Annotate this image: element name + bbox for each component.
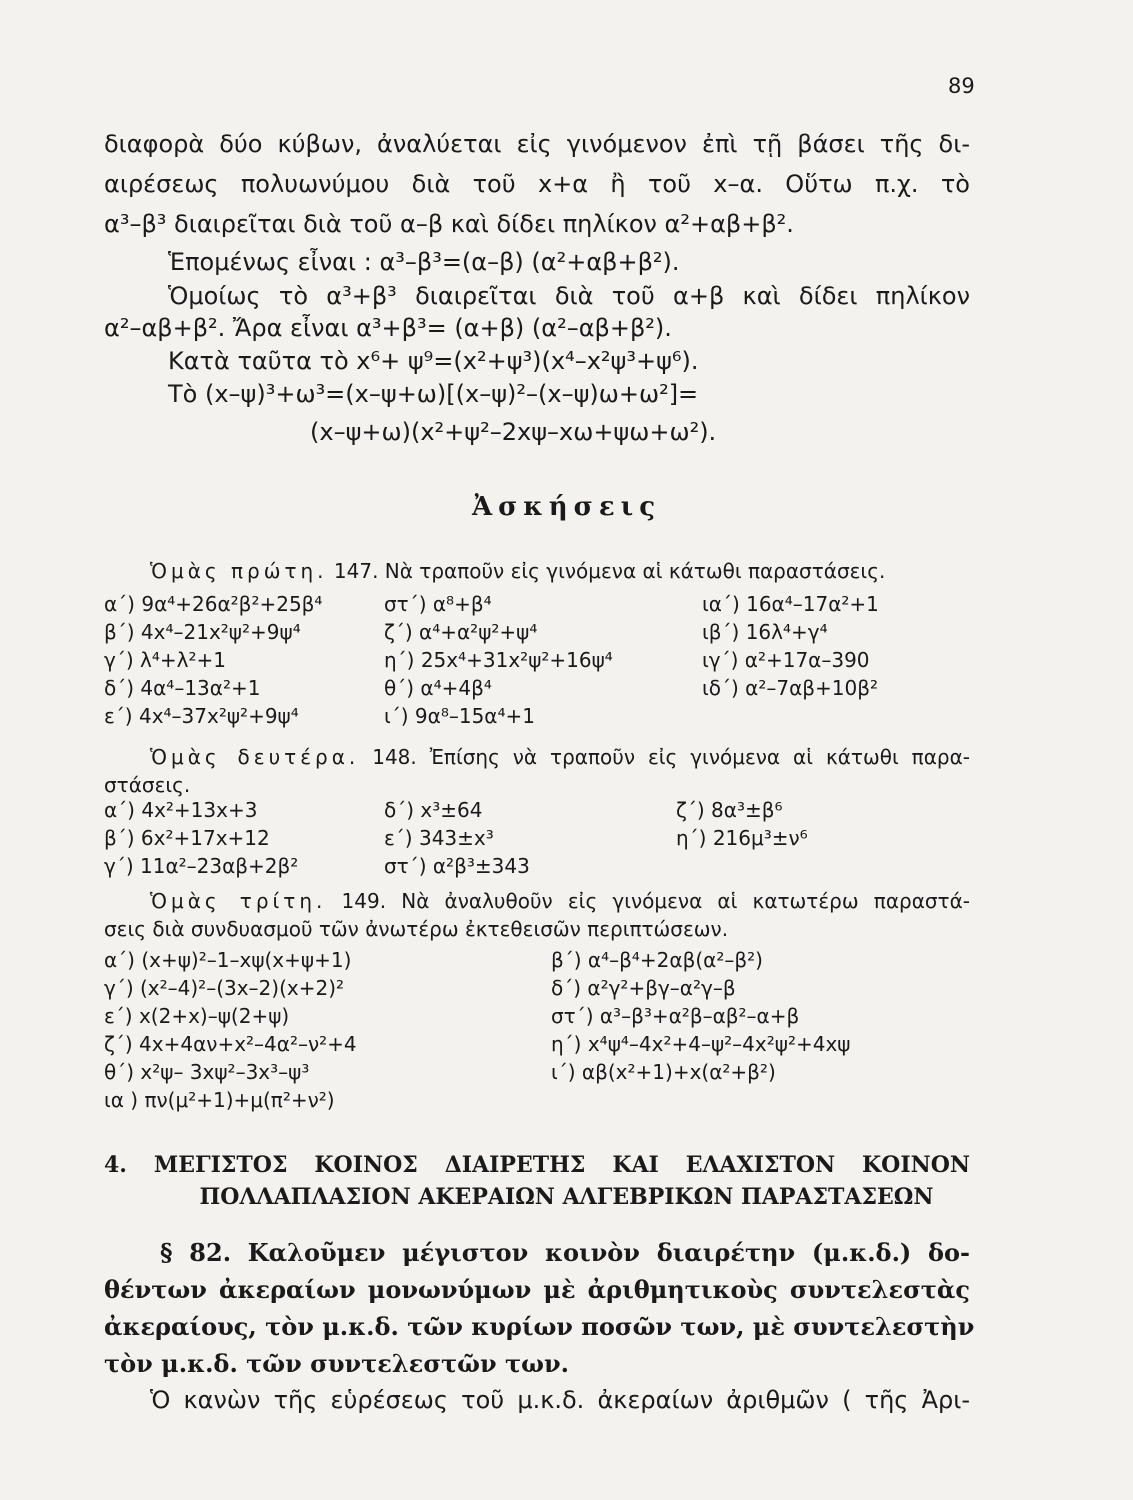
exercise-item: στ΄) α³–β³+α²β–αβ²–α+β bbox=[551, 1004, 800, 1028]
exercise-item: η΄) x⁴ψ⁴–4x²+4–ψ²–4x²ψ²+4xψ bbox=[551, 1032, 851, 1056]
paragraph-82-line: § 82. Καλοῦμεν μέγιστον κοινὸν διαιρέτην (μ.κ.δ.) δο- bbox=[160, 1238, 970, 1267]
group2-col3 bbox=[676, 796, 808, 852]
group2-col1 bbox=[104, 796, 298, 880]
group1-label: Ὁμὰς πρώτη. bbox=[150, 559, 328, 583]
group3-text: 149. Νὰ ἀναλυθοῦν εἰς γινόμενα αἱ κατωτέρω παραστά- bbox=[341, 889, 970, 913]
exercise-item: θ΄) x²ψ– 3xψ²–3x³–ψ³ bbox=[104, 1060, 310, 1084]
group2-label: Ὁμὰς δευτέρα. bbox=[150, 745, 360, 769]
intro-line: (x–ψ+ω)(x²+ψ²–2xψ–xω+ψω+ω²). bbox=[310, 418, 717, 446]
intro-line: α²–αβ+β². Ἄρα εἶναι α³+β³= (α+β) (α²–αβ+β²). bbox=[104, 314, 672, 342]
exercise-item: στ΄) α²β³±343 bbox=[384, 854, 530, 878]
group2-intro bbox=[150, 743, 970, 771]
exercise-item: α΄) 4x²+13x+3 bbox=[104, 798, 258, 822]
group3-col2 bbox=[551, 946, 850, 1086]
exercise-item: η΄) 25x⁴+31x²ψ²+16ψ⁴ bbox=[384, 648, 613, 672]
exercise-item: ζ΄) 4x+4αν+x²–4α²–ν²+4 bbox=[104, 1032, 357, 1056]
section-heading: ΠΟΛΛΑΠΛΑΣΙΟΝ ΑΚΕΡΑΙΩΝ ΑΛΓΕΒΡΙΚΩΝ ΠΑΡΑΣΤΑΣΕΩΝ bbox=[199, 1184, 934, 1210]
group2-col2 bbox=[384, 796, 530, 880]
exercise-item: ια ) πν(μ²+1)+μ(π²+ν²) bbox=[104, 1088, 335, 1112]
intro-line: α³–β³ διαιρεῖται διὰ τοῦ α–β καὶ δίδει πηλίκον α²+αβ+β². bbox=[104, 210, 794, 238]
group1-intro bbox=[150, 557, 885, 585]
last-line: Ὁ κανὼν τῆς εὑρέσεως τοῦ μ.κ.δ. ἀκεραίων ἀριθμῶν ( τῆς Ἀρι- bbox=[150, 1386, 970, 1414]
intro-line: Κατὰ ταῦτα τὸ x⁶+ ψ⁹=(x²+ψ³)(x⁴–x²ψ³+ψ⁶). bbox=[168, 347, 699, 375]
exercise-item: ιγ΄) α²+17α–390 bbox=[702, 648, 870, 672]
exercise-item: β΄) α⁴–β⁴+2αβ(α²–β²) bbox=[551, 948, 763, 972]
paragraph-82-line: θέντων ἀκεραίων μονωνύμων μὲ ἀριθμητικοὺς συντελεστὰς bbox=[104, 1275, 970, 1304]
exercise-item: ζ΄) α⁴+α²ψ²+ψ⁴ bbox=[384, 620, 538, 644]
exercise-item: α΄) 9α⁴+26α²β²+25β⁴ bbox=[104, 592, 323, 616]
group2-text: 148. Ἐπίσης νὰ τραποῦν εἰς γινόμενα αἱ κάτωθι παρα- bbox=[372, 745, 970, 769]
page-number: 89 bbox=[948, 74, 975, 98]
exercise-item: ι΄) αβ(x²+1)+x(α²+β²) bbox=[551, 1060, 776, 1084]
exercise-item: ε΄) 343±x³ bbox=[384, 826, 494, 850]
group3-intro bbox=[150, 887, 970, 915]
paragraph-82-line: ἀκεραίους, τὸν μ.κ.δ. τῶν κυρίων ποσῶν των, μὲ συντελεστὴν bbox=[104, 1312, 975, 1341]
exercise-item: δ΄) α²γ²+βγ–α²γ–β bbox=[551, 976, 736, 1000]
group1-col3 bbox=[702, 590, 879, 702]
exercise-item: ζ΄) 8α³±β⁶ bbox=[676, 798, 783, 822]
exercise-item: ε΄) x(2+x)–ψ(2+ψ) bbox=[104, 1004, 290, 1028]
exercise-item: δ΄) 4α⁴–13α²+1 bbox=[104, 676, 261, 700]
group3-intro-cont: σεις διὰ συνδυασμοῦ τῶν ἀνωτέρω ἐκτεθεισῶν περιπτώσεων. bbox=[104, 917, 729, 941]
intro-line: Ἑπομένως εἶναι : α³–β³=(α–β) (α²+αβ+β²). bbox=[168, 248, 680, 276]
exercise-item: ιβ΄) 16λ⁴+γ⁴ bbox=[702, 620, 828, 644]
exercise-item: ια΄) 16α⁴–17α²+1 bbox=[702, 592, 879, 616]
intro-line: Τὸ (x–ψ)³+ω³=(x–ψ+ω)[(x–ψ)²–(x–ψ)ω+ω²]= bbox=[168, 380, 699, 408]
group1-text: 147. Νὰ τραποῦν εἰς γινόμενα αἱ κάτωθι παραστάσεις. bbox=[333, 559, 886, 583]
exercise-item: α΄) (x+ψ)²–1–xψ(x+ψ+1) bbox=[104, 948, 352, 972]
exercise-item: ι΄) 9α⁸–15α⁴+1 bbox=[384, 704, 535, 728]
exercise-item: γ΄) (x²–4)²–(3x–2)(x+2)² bbox=[104, 976, 345, 1000]
exercises-title: Ἀσκήσεις bbox=[471, 492, 662, 522]
exercise-item: η΄) 216μ³±ν⁶ bbox=[676, 826, 808, 850]
group3-col1 bbox=[104, 946, 357, 1114]
section-heading: 4. ΜΕΓΙΣΤΟΣ ΚΟΙΝΟΣ ΔΙΑΙΡΕΤΗΣ ΚΑΙ ΕΛΑΧΙΣΤΟΝ ΚΟΙΝΟΝ bbox=[104, 1152, 970, 1178]
exercise-item: β΄) 4x⁴–21x²ψ²+9ψ⁴ bbox=[104, 620, 301, 644]
group3-label: Ὁμὰς τρίτη. bbox=[150, 889, 327, 913]
group2-intro-cont: στάσεις. bbox=[104, 773, 191, 797]
exercise-item: ε΄) 4x⁴–37x²ψ²+9ψ⁴ bbox=[104, 704, 299, 728]
exercise-item: β΄) 6x²+17x+12 bbox=[104, 826, 270, 850]
intro-line: Ὁμοίως τὸ α³+β³ διαιρεῖται διὰ τοῦ α+β καὶ δίδει πηλίκον bbox=[168, 282, 970, 310]
exercise-item: θ΄) α⁴+4β⁴ bbox=[384, 676, 492, 700]
exercise-item: στ΄) α⁸+β⁴ bbox=[384, 592, 492, 616]
exercise-item: γ΄) 11α²–23αβ+2β² bbox=[104, 854, 299, 878]
paragraph-82-line: τὸν μ.κ.δ. τῶν συντελεστῶν των. bbox=[104, 1349, 570, 1378]
intro-line: αιρέσεως πολυωνύμου διὰ τοῦ x+α ἢ τοῦ x–α. Οὕτω π.χ. τὸ bbox=[104, 170, 970, 198]
exercise-item: γ΄) λ⁴+λ²+1 bbox=[104, 648, 226, 672]
group1-col1 bbox=[104, 590, 322, 730]
exercise-item: δ΄) x³±64 bbox=[384, 798, 483, 822]
exercise-item: ιδ΄) α²–7αβ+10β² bbox=[702, 676, 879, 700]
group1-col2 bbox=[384, 590, 613, 730]
intro-line: διαφορὰ δύο κύβων, ἀναλύεται εἰς γινόμενον ἐπὶ τῇ βάσει τῆς δι- bbox=[104, 130, 970, 158]
